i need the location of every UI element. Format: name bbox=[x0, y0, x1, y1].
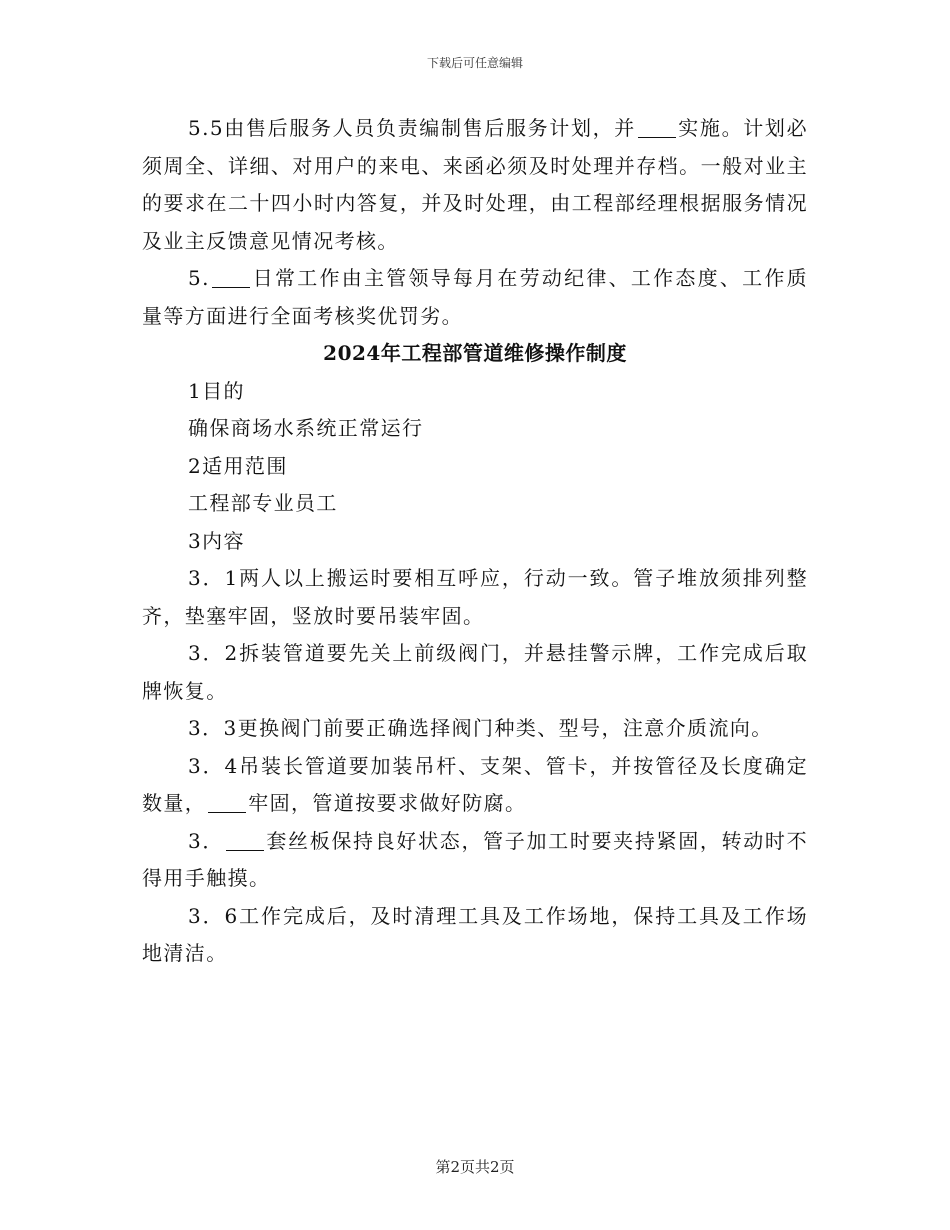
item-3-1: 3．1两人以上搬运时要相互呼应，行动一致。管子堆放须排列整齐，垫塞牢固，竖放时要吊装牢固。 bbox=[142, 566, 808, 628]
paragraph-5-5-part-a: 5.5由售后服务人员负责编制售后服务计划，并 bbox=[188, 116, 636, 140]
fill-blank bbox=[226, 830, 264, 851]
paragraph-5-blank-part-b: 日常工作由主管领导每月在劳动纪律、工作态度、工作质量等方面进行全面考核奖优罚劣。 bbox=[142, 266, 808, 328]
section-2-text: 工程部专业员工 bbox=[188, 491, 338, 515]
fill-blank bbox=[638, 117, 676, 138]
document-title: 2024年工程部管道维修操作制度 bbox=[323, 341, 627, 365]
section-1-text: 确保商场水系统正常运行 bbox=[188, 416, 424, 440]
item-3-4 bbox=[142, 748, 808, 823]
paragraph-5-5-part-b: 实施。计划必须周全、详细、对用户的来电、来函必须及时处理并存档。一般对业主的要求在二十四小时内答复，并及时处理，由工程部经理根据服务情况及业主反馈意见情况考核。 bbox=[142, 116, 808, 253]
section-2-heading: 2适用范围 bbox=[188, 453, 288, 478]
paragraph-5-blank bbox=[142, 260, 808, 335]
page-header-note: 下载后可任意编辑 bbox=[426, 56, 523, 70]
item-3-5-part-b: 套丝板保持良好状态，管子加工时要夹持紧固，转动时不得用手触摸。 bbox=[142, 828, 808, 890]
paragraph-5-5 bbox=[142, 110, 808, 260]
page-footer-number: 第2页共2页 bbox=[435, 1158, 515, 1176]
fill-blank bbox=[212, 267, 250, 288]
paragraph-5-blank-part-a: 5. bbox=[188, 266, 210, 290]
fill-blank bbox=[208, 792, 246, 813]
item-3-2: 3．2拆装管道要先关上前级阀门，并悬挂警示牌，工作完成后取牌恢复。 bbox=[142, 641, 808, 703]
section-1-heading: 1目的 bbox=[188, 378, 245, 403]
document-body bbox=[142, 110, 808, 973]
item-3-6: 3．6工作完成后，及时清理工具及工作场地，保持工具及工作场地清洁。 bbox=[142, 903, 808, 965]
section-3-heading: 3内容 bbox=[188, 528, 245, 553]
item-3-5 bbox=[142, 823, 808, 898]
item-3-5-part-a: 3． bbox=[188, 828, 225, 853]
item-3-4-part-a: 3．4吊装长管道要加装吊杆、支架、管卡，并按管径及长度确定数量， bbox=[142, 753, 808, 815]
item-3-4-part-b: 牢固，管道按要求做好防腐。 bbox=[248, 791, 527, 815]
item-3-3: 3．3更换阀门前要正确选择阀门种类、型号，注意介质流向。 bbox=[188, 716, 773, 740]
